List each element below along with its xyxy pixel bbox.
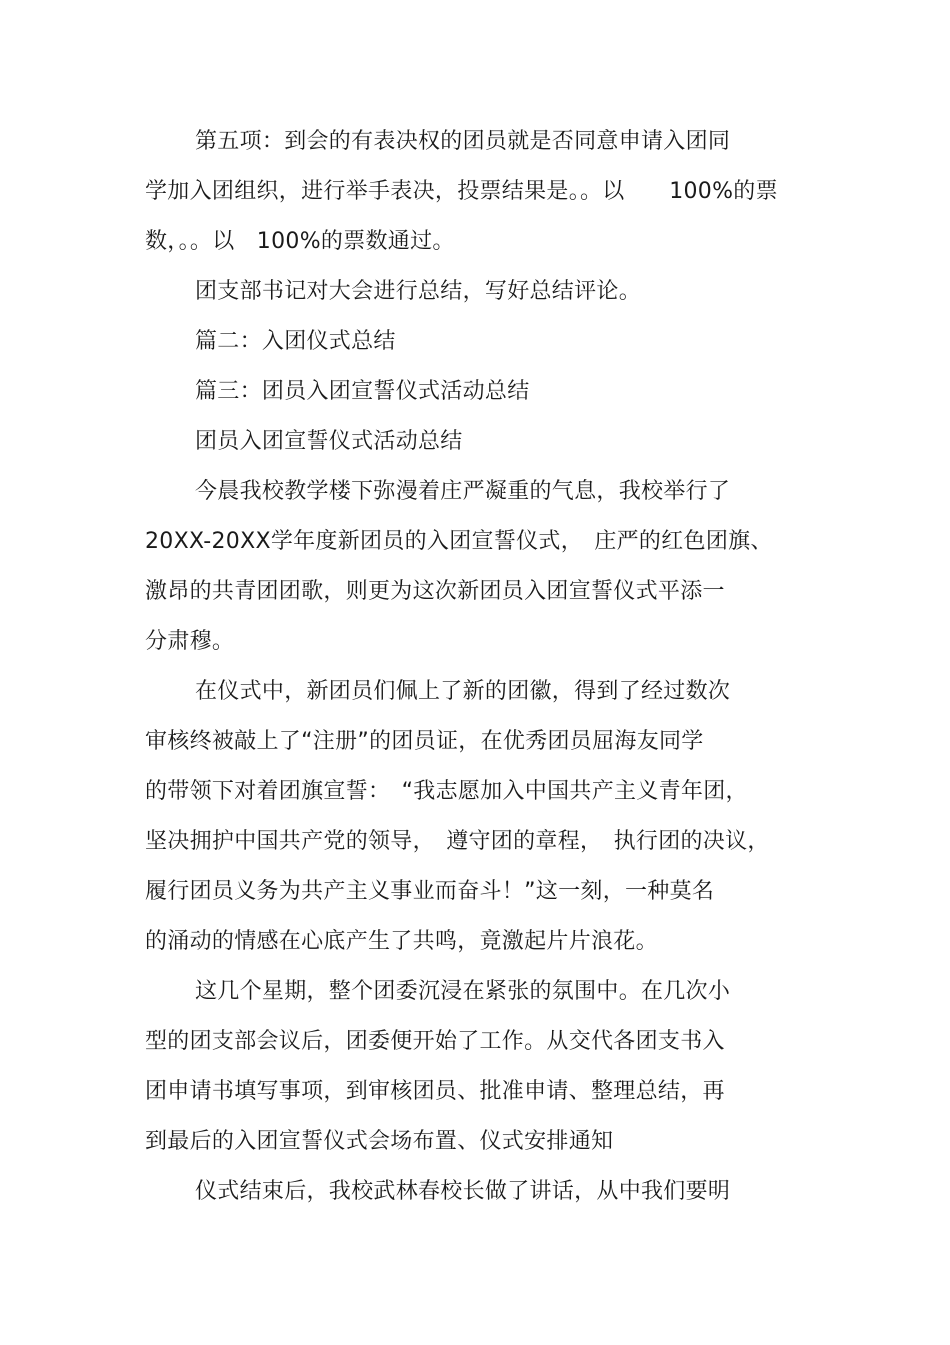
paragraph-line: 分肃穆。 — [145, 629, 235, 654]
paragraph-line: 的带领下对着团旗宣誓： “我志愿加入中国共产主义青年团， — [145, 779, 748, 804]
paragraph-line: 今晨我校教学楼下弥漫着庄严凝重的气息，我校举行了 — [195, 479, 731, 504]
paragraph-line: 审核终被敲上了“注册”的团员证，在优秀团员屈海友同学 — [145, 729, 704, 754]
paragraph-line: 团支部书记对大会进行总结，写好总结评论。 — [195, 279, 642, 304]
section-heading: 篇三：团员入团宣誓仪式活动总结 — [195, 379, 530, 404]
paragraph-line: 履行团员义务为共产主义事业而奋斗！”这一刻，一种莫名 — [145, 879, 715, 904]
article-title: 团员入团宣誓仪式活动总结 — [195, 429, 463, 454]
paragraph-line: 团申请书填写事项，到审核团员、批准申请、整理总结，再 — [145, 1079, 725, 1104]
paragraph-line: 到最后的入团宣誓仪式会场布置、仪式安排通知 — [145, 1129, 614, 1154]
section-heading: 篇二：入团仪式总结 — [195, 329, 396, 354]
paragraph-line: 学加入团组织，进行举手表决，投票结果是。。以 100%的票 — [145, 179, 778, 204]
paragraph-line: 的涌动的情感在心底产生了共鸣，竟激起片片浪花。 — [145, 929, 658, 954]
paragraph-line: 在仪式中，新团员们佩上了新的团徽，得到了经过数次 — [195, 679, 731, 704]
paragraph-line: 这几个星期，整个团委沉浸在紧张的氛围中。在几次小 — [195, 979, 731, 1004]
paragraph-line: 激昂的共青团团歌，则更为这次新团员入团宣誓仪式平添一 — [145, 579, 725, 604]
paragraph-line: 仪式结束后，我校武林春校长做了讲话，从中我们要明 — [195, 1179, 731, 1204]
paragraph-line: 型的团支部会议后，团委便开始了工作。从交代各团支书入 — [145, 1029, 725, 1054]
paragraph-line: 坚决拥护中国共产党的领导， 遵守团的章程， 执行团的决议， — [145, 829, 770, 854]
paragraph-line: 数，。。以 100%的票数通过。 — [145, 229, 455, 254]
paragraph-line: 20XX-20XX学年度新团员的入团宣誓仪式， 庄严的红色团旗、 — [145, 529, 773, 554]
paragraph-line: 第五项：到会的有表决权的团员就是否同意申请入团同 — [195, 129, 731, 154]
